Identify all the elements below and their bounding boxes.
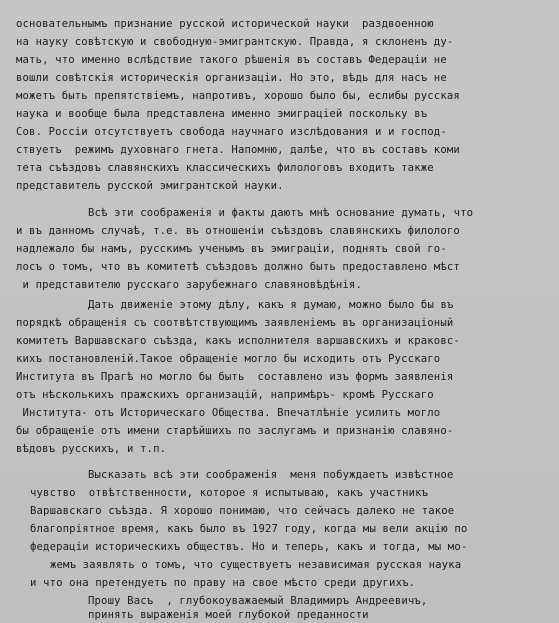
text-line: Института- отъ Историческаго Общества. Впечатлѣніе усилить могло	[16, 407, 441, 419]
text-line: лосъ о томъ, что въ комитетѣ съѣздовъ должно быть предоставлено мѣст	[16, 261, 460, 273]
text-line: благопріятное время, какъ было въ 1927 году, когда мы вели акцію по	[30, 523, 468, 535]
closing-line: принять выраженія моей глубокой преданности	[88, 609, 369, 621]
text-line: и представителю русскаго зарубежнаго славяновѣдѣнія.	[16, 279, 362, 291]
text-line: надлежало бы намъ, русскимъ ученымъ въ эмиграціи, поднять свой го-	[16, 243, 447, 255]
text-line: отъ нѣсколькихъ пражскихъ организацій, напримѣръ- кромѣ Русскаго	[16, 389, 434, 401]
text-line: федераціи историческихъ обществъ. Но и теперь, какъ и тогда, мы мо-	[30, 541, 468, 553]
text-line: комитетъ Варшавскаго съѣзда, какъ исполнителя варшавскихъ и краковс-	[16, 335, 460, 347]
text-line: Всѣ эти соображенія и факты даютъ мнѣ основание думать, что	[88, 207, 474, 219]
text-line: порядкѣ обращенія съ соотвѣтствующимъ заявленіемъ въ организаціоный	[16, 317, 454, 329]
text-line: ствуетъ режимъ духовнаго гнета. Напомню, далѣе, что въ составъ коми	[16, 144, 460, 156]
closing-line: Прошу Васъ , глубокоуважаемый Владимиръ Андреевичъ,	[88, 595, 428, 607]
text-line: чувство отвѣтственности, которое я испытываю, какъ участникъ	[30, 487, 429, 499]
text-line: наука и вообще была представлена именно эмиграціей поскольку въ	[16, 108, 428, 120]
text-line: и въ данномъ случаѣ, т.е. въ отношеніи съѣздовъ славянскихъ филолого	[16, 225, 460, 237]
text-line: Высказать всѣ эти соображенія меня побуждаетъ извѣстное	[88, 469, 454, 481]
text-line: вошли совѣтскія историческія организаціи. Но это, вѣдь для насъ не	[16, 72, 447, 84]
text-line: Дать движеніе этому дѣлу, какъ я думаю, можно было бы въ	[88, 299, 454, 311]
text-line: кихъ постановленій.Такое обращеніе могло бы исходить отъ Русскаго	[16, 353, 441, 365]
text-line: вѣдовъ русскихъ, и т.п.	[16, 443, 167, 455]
text-line: и что она претендуетъ по праву на свое мѣсто среди другихъ.	[30, 577, 416, 589]
text-line: представитель русской эмигрантской науки.	[16, 180, 284, 192]
text-line: жемъ заявлять о томъ, что существуетъ независимая русская наука	[50, 559, 462, 571]
text-line: можетъ быть препятствіемъ, напротивъ, хорошо было бы, еслибы русская	[16, 90, 460, 102]
text-line: на науку совѣтскую и свободную-эмигрантскую. Правда, я склоненъ ду-	[16, 36, 454, 48]
text-line: основательнымъ признание русской исторической науки раздвоенною	[16, 18, 434, 30]
text-line: Сов. Россіи отсутствуетъ свобода научнаго изслѣдования и и господ-	[16, 126, 447, 138]
text-line: Варшавскаго съѣзда. Я хорошо понимаю, что сейчасъ далеко не такое	[30, 505, 455, 517]
text-line: Института въ Прагѣ но могло бы быть составлено изъ формъ заявленія	[16, 371, 454, 383]
text-line: мать, что именно вслѣдствие такого рѣшенія въ составъ Федераціи не	[16, 54, 447, 66]
text-line: бы обращеніе отъ имени старѣйшихъ по заслугамъ и признанію славяно-	[16, 425, 454, 437]
text-line: тета съѣздовъ славянскихъ классическихъ филологовъ входитъ также	[16, 162, 434, 174]
